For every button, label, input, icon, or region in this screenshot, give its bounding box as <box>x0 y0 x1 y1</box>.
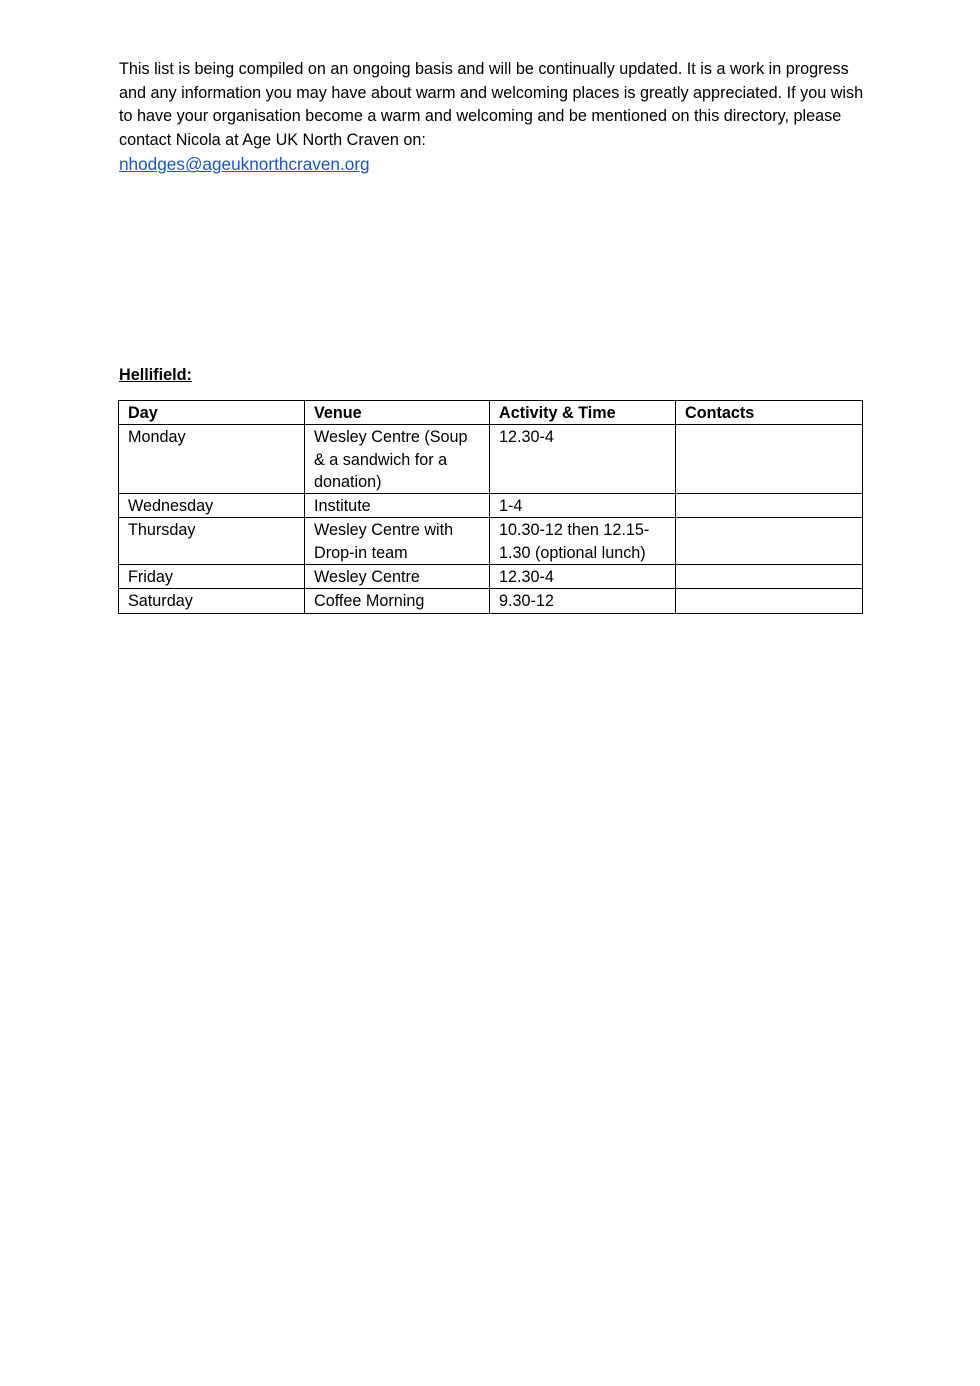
cell-day: Friday <box>119 565 305 589</box>
cell-contacts <box>676 589 863 613</box>
cell-day: Wednesday <box>119 494 305 518</box>
column-header-contacts: Contacts <box>676 401 863 425</box>
cell-venue: Coffee Morning <box>305 589 490 613</box>
table-row <box>119 518 863 565</box>
cell-contacts <box>676 494 863 518</box>
column-header-day: Day <box>119 401 305 425</box>
table-row <box>119 565 863 589</box>
column-header-activity-time: Activity & Time <box>490 401 676 425</box>
cell-activity-time: 12.30-4 <box>490 425 676 494</box>
column-header-venue: Venue <box>305 401 490 425</box>
contact-email-link[interactable]: nhodges@ageuknorthcraven.org <box>119 154 370 175</box>
cell-venue: Wesley Centre (Soup & a sandwich for a donation) <box>305 425 490 494</box>
cell-day: Monday <box>119 425 305 494</box>
cell-activity-time: 12.30-4 <box>490 565 676 589</box>
cell-activity-time: 10.30-12 then 12.15-1.30 (optional lunch) <box>490 518 676 565</box>
cell-venue: Wesley Centre with Drop-in team <box>305 518 490 565</box>
section-heading-hellifield: Hellifield: <box>119 366 192 384</box>
table-row <box>119 494 863 518</box>
cell-day: Saturday <box>119 589 305 613</box>
table-header-row <box>119 401 863 425</box>
table-row <box>119 589 863 613</box>
cell-venue: Institute <box>305 494 490 518</box>
cell-day: Thursday <box>119 518 305 565</box>
cell-contacts <box>676 425 863 494</box>
schedule-table <box>118 400 863 614</box>
table-row <box>119 425 863 494</box>
intro-paragraph: This list is being compiled on an ongoing basis and will be continually updated. It is a work in progress and any information you may have about warm and welcoming places is greatly appreciated. If you wish to have your organisation become a warm and welcoming and be mentioned on this directory, please contact Nicola at Age UK North Craven on: <box>119 60 864 149</box>
cell-contacts <box>676 565 863 589</box>
cell-venue: Wesley Centre <box>305 565 490 589</box>
intro-block <box>119 58 864 178</box>
cell-activity-time: 9.30-12 <box>490 589 676 613</box>
cell-activity-time: 1-4 <box>490 494 676 518</box>
cell-contacts <box>676 518 863 565</box>
